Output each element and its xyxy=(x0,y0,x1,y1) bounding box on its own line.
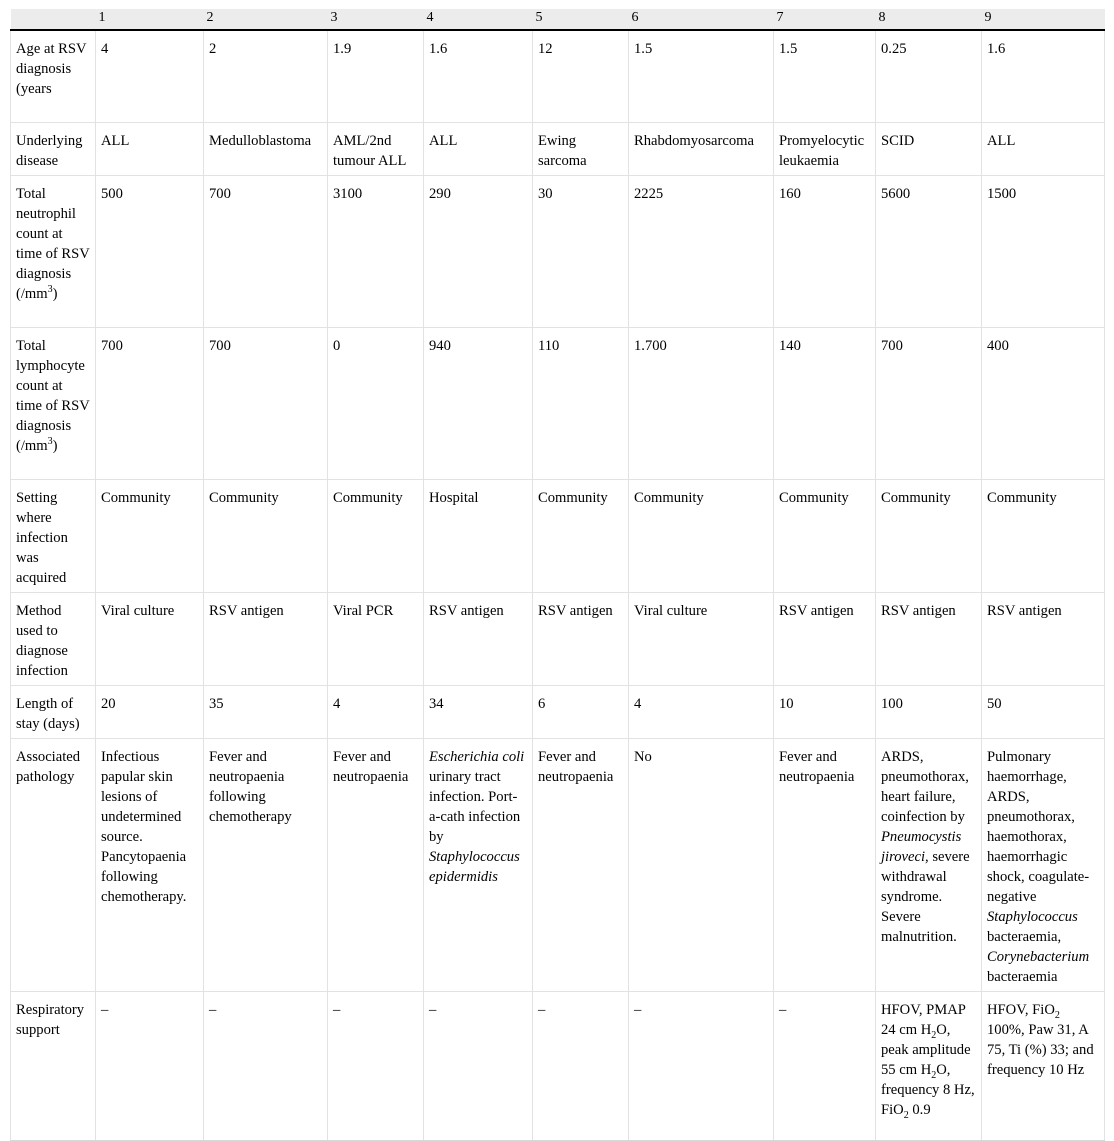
table-cell: 20 xyxy=(96,686,204,739)
subscript: 2 xyxy=(903,1110,909,1121)
table-cell: Community xyxy=(876,480,982,593)
patient-table xyxy=(10,9,1105,1141)
row-label: Associated pathology xyxy=(11,739,96,992)
table-row-age xyxy=(11,30,1105,123)
table-cell: 700 xyxy=(204,328,328,480)
table-cell: 35 xyxy=(204,686,328,739)
table-cell: RSV antigen xyxy=(982,593,1105,686)
cell-text: 100%, Paw 31, A 75, Ti (%) 33; and frequency 10 Hz xyxy=(987,1022,1094,1078)
table-cell: Community xyxy=(533,480,629,593)
table-cell xyxy=(876,992,982,1141)
table-row-pathology xyxy=(11,739,1105,992)
table-cell: – xyxy=(424,992,533,1141)
table-cell: 4 xyxy=(96,30,204,123)
header-cell: 8 xyxy=(876,9,982,30)
table-cell: – xyxy=(533,992,629,1141)
cell-text: O, peak amplitude 55 cm H xyxy=(881,1022,971,1078)
label-text: Total lymphocyte count at time of RSV diagnosis (/mm xyxy=(16,338,90,454)
header-cell: 1 xyxy=(96,9,204,30)
table-cell: Rhabdomyosarcoma xyxy=(629,123,774,176)
table-cell: 160 xyxy=(774,176,876,328)
table-cell: Fever and neutropaenia xyxy=(328,739,424,992)
header-cell: 3 xyxy=(328,9,424,30)
table-cell xyxy=(982,739,1105,992)
cell-text: ARDS, pneumothorax, heart failure, coinfection by xyxy=(881,749,969,825)
table-cell: 4 xyxy=(629,686,774,739)
table-cell: Community xyxy=(96,480,204,593)
table-cell: RSV antigen xyxy=(204,593,328,686)
row-label: Length of stay (days) xyxy=(11,686,96,739)
row-label xyxy=(11,176,96,328)
table-cell: Viral culture xyxy=(629,593,774,686)
table-cell: 4 xyxy=(328,686,424,739)
table-cell: 700 xyxy=(96,328,204,480)
subscript: 2 xyxy=(931,1030,937,1041)
table-cell: 50 xyxy=(982,686,1105,739)
table-cell: 6 xyxy=(533,686,629,739)
table-cell: Community xyxy=(204,480,328,593)
table-cell: Fever and neutropaenia following chemotherapy xyxy=(204,739,328,992)
table-row-lymphocyte xyxy=(11,328,1105,480)
table-cell: 2225 xyxy=(629,176,774,328)
italic-text: Corynebacterium xyxy=(987,949,1090,965)
cell-text: bacteraemia, xyxy=(987,929,1062,945)
table-cell xyxy=(982,992,1105,1141)
header-cell: 7 xyxy=(774,9,876,30)
table-cell: AML/2nd tumour ALL xyxy=(328,123,424,176)
cell-text: Pulmonary haemorrhage, ARDS, pneumothorax, haemothorax, haemorrhagic shock, coagulate-negative xyxy=(987,749,1090,905)
table-cell: 140 xyxy=(774,328,876,480)
table-cell: 700 xyxy=(876,328,982,480)
table-cell xyxy=(876,739,982,992)
table-cell: Fever and neutropaenia xyxy=(774,739,876,992)
header-cell: 2 xyxy=(204,9,328,30)
table-row-setting xyxy=(11,480,1105,593)
label-end: ) xyxy=(52,438,58,454)
table-cell: 110 xyxy=(533,328,629,480)
table-cell: RSV antigen xyxy=(774,593,876,686)
italic-text: Escherichia coli xyxy=(429,749,525,765)
table-cell: ALL xyxy=(424,123,533,176)
cell-text: HFOV, FiO xyxy=(987,1002,1055,1018)
table-cell: 1.9 xyxy=(328,30,424,123)
cell-text: HFOV, PMAP 24 cm H xyxy=(881,1002,966,1038)
header-cell: 6 xyxy=(629,9,774,30)
header-cell: 9 xyxy=(982,9,1105,30)
table-cell: 1.5 xyxy=(774,30,876,123)
label-end: ) xyxy=(52,286,58,302)
table-cell: 100 xyxy=(876,686,982,739)
table-cell: – xyxy=(629,992,774,1141)
table-cell: 5600 xyxy=(876,176,982,328)
table-cell: Medulloblastoma xyxy=(204,123,328,176)
table-cell: Viral culture xyxy=(96,593,204,686)
table-cell: RSV antigen xyxy=(533,593,629,686)
header-cell xyxy=(11,9,96,30)
table-cell: Hospital xyxy=(424,480,533,593)
table-cell: ALL xyxy=(96,123,204,176)
table-cell: Infectious papular skin lesions of undetermined source. Pancytopaenia following chemotherapy. xyxy=(96,739,204,992)
table-cell: 10 xyxy=(774,686,876,739)
table-cell: 1.700 xyxy=(629,328,774,480)
table-cell: 0 xyxy=(328,328,424,480)
italic-text: Staphylococcus xyxy=(987,909,1078,925)
table-cell: No xyxy=(629,739,774,992)
row-label: Respiratory support xyxy=(11,992,96,1141)
cell-text: bacteraemia xyxy=(987,969,1058,985)
row-label: Underlying disease xyxy=(11,123,96,176)
label-superscript: 3 xyxy=(47,436,53,447)
table-cell: 30 xyxy=(533,176,629,328)
table-cell: RSV antigen xyxy=(424,593,533,686)
subscript: 2 xyxy=(1054,1010,1060,1021)
table-row-disease xyxy=(11,123,1105,176)
table-row-respiratory xyxy=(11,992,1105,1141)
table-cell: 12 xyxy=(533,30,629,123)
table-cell: – xyxy=(96,992,204,1141)
row-label: Age at RSV diagnosis (years xyxy=(11,30,96,123)
cell-text: , severe withdrawal syndrome. Severe malnutrition. xyxy=(881,849,970,945)
table-cell: Community xyxy=(629,480,774,593)
table-cell: Fever and neutropaenia xyxy=(533,739,629,992)
table-cell: 940 xyxy=(424,328,533,480)
table-cell: ALL xyxy=(982,123,1105,176)
table-cell: 1.6 xyxy=(424,30,533,123)
table-cell: 2 xyxy=(204,30,328,123)
table-cell: Promyelocytic leukaemia xyxy=(774,123,876,176)
header-cell: 5 xyxy=(533,9,629,30)
table-cell: – xyxy=(774,992,876,1141)
table-cell: 290 xyxy=(424,176,533,328)
cell-text: 0.9 xyxy=(908,1102,931,1118)
subscript: 2 xyxy=(931,1070,937,1081)
table-cell: 1.6 xyxy=(982,30,1105,123)
table-row-stay xyxy=(11,686,1105,739)
cell-text: O, frequency 8 Hz, FiO xyxy=(881,1062,975,1118)
table-cell: RSV antigen xyxy=(876,593,982,686)
table-row-method xyxy=(11,593,1105,686)
cell-text: urinary tract infection. Port-a-cath infection by xyxy=(429,769,521,845)
row-label: Method used to diagnose infection xyxy=(11,593,96,686)
label-text: Total neutrophil count at time of RSV diagnosis (/mm xyxy=(16,186,90,302)
table-cell: 500 xyxy=(96,176,204,328)
table-cell: 1.5 xyxy=(629,30,774,123)
label-superscript: 3 xyxy=(47,284,53,295)
table-cell: Community xyxy=(328,480,424,593)
table-cell: SCID xyxy=(876,123,982,176)
table-container xyxy=(10,9,1104,1141)
table-cell: – xyxy=(204,992,328,1141)
header-row xyxy=(11,9,1105,30)
table-cell: Ewing sarcoma xyxy=(533,123,629,176)
table-cell: Community xyxy=(774,480,876,593)
table-cell: 400 xyxy=(982,328,1105,480)
table-cell: 700 xyxy=(204,176,328,328)
table-cell: Community xyxy=(982,480,1105,593)
table-cell xyxy=(424,739,533,992)
italic-text: Staphylococcus epidermidis xyxy=(429,849,520,885)
row-label xyxy=(11,328,96,480)
italic-text: Pneumocystis jiroveci xyxy=(881,829,962,865)
header-cell: 4 xyxy=(424,9,533,30)
table-cell: 3100 xyxy=(328,176,424,328)
table-cell: 0.25 xyxy=(876,30,982,123)
table-cell: Viral PCR xyxy=(328,593,424,686)
table-row-neutrophil xyxy=(11,176,1105,328)
table-cell: – xyxy=(328,992,424,1141)
row-label: Setting where infection was acquired xyxy=(11,480,96,593)
table-cell: 1500 xyxy=(982,176,1105,328)
table-cell: 34 xyxy=(424,686,533,739)
